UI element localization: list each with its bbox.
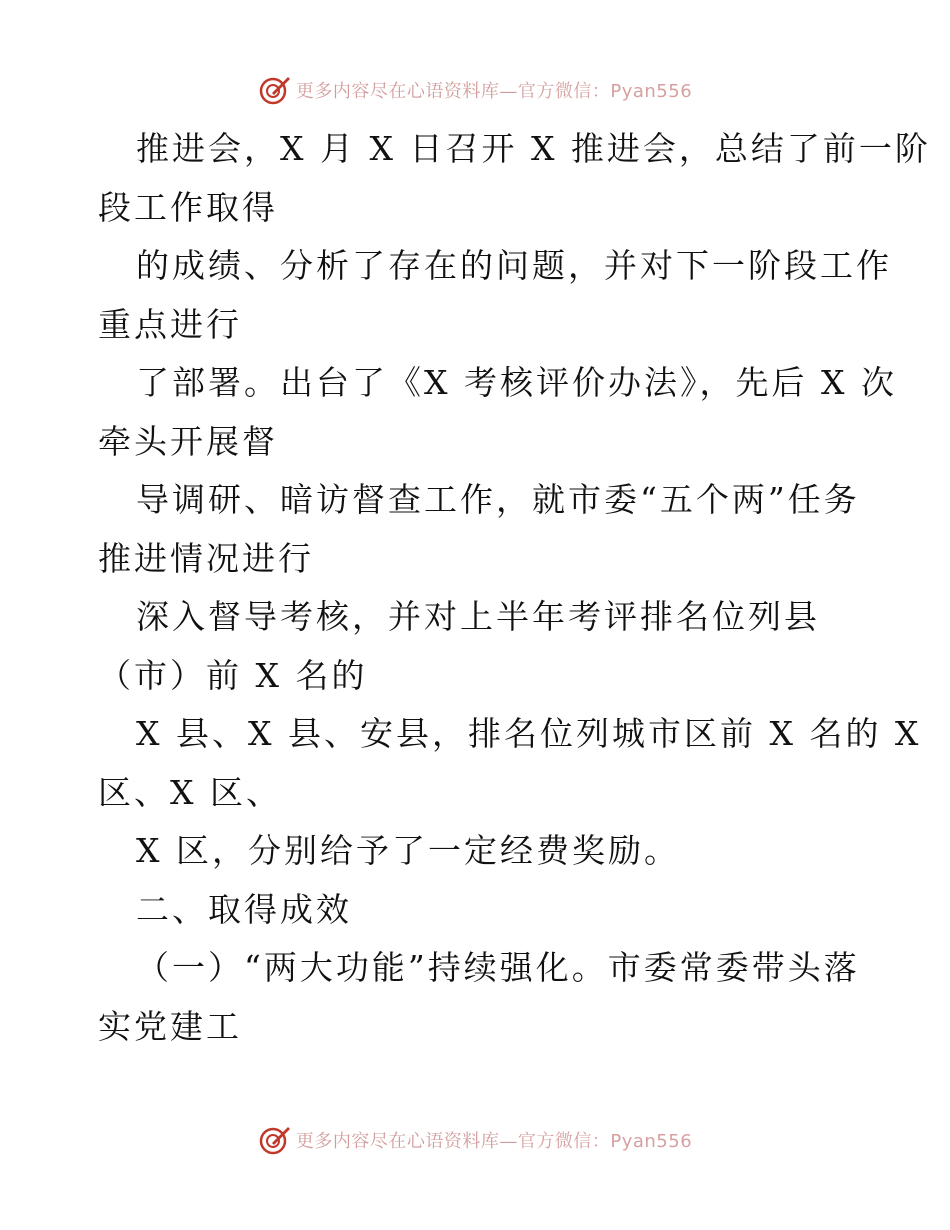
header-watermark <box>0 70 950 110</box>
text-line: 了部署。出台了《X 考核评价办法》，先后 X 次 <box>136 363 897 402</box>
text-line: 推进会，X 月 X 日召开 X 推进会，总结了前一阶 <box>136 129 931 168</box>
text-line: 重点进行 <box>98 304 242 344</box>
text-line: 牵头开展督 <box>98 421 278 461</box>
text-line: （市）前 X 名的 <box>98 655 368 695</box>
text-line: 实党建工 <box>98 1006 242 1046</box>
text-line: X 区，分别给予了一定经费奖励。 <box>136 831 680 870</box>
text-line: 深入督导考核，并对上半年考评排名位列县 <box>136 597 820 636</box>
pen-logo-icon <box>258 73 292 107</box>
text-line: 区、X 区、 <box>98 772 282 812</box>
text-line: 导调研、暗访督查工作，就市委“五个两”任务 <box>136 480 860 519</box>
document-body <box>98 120 931 1056</box>
section-heading: 二、取得成效 <box>136 889 352 929</box>
footer-watermark-text: 更多内容尽在心语资料库—官方微信：Pyan556 <box>295 1131 693 1152</box>
pen-logo-icon <box>258 1123 292 1157</box>
text-line: 的成绩、分析了存在的问题，并对下一阶段工作 <box>136 246 892 285</box>
header-watermark-text: 更多内容尽在心语资料库—官方微信：Pyan556 <box>295 81 693 102</box>
footer-watermark <box>0 1120 950 1160</box>
text-line: （一）“两大功能”持续强化。市委常委带头落 <box>136 948 860 987</box>
text-line: 推进情况进行 <box>98 538 314 578</box>
text-line: 段工作取得 <box>98 187 278 227</box>
text-line: X 县、X 县、安县，排名位列城市区前 X 名的 X <box>136 714 922 753</box>
